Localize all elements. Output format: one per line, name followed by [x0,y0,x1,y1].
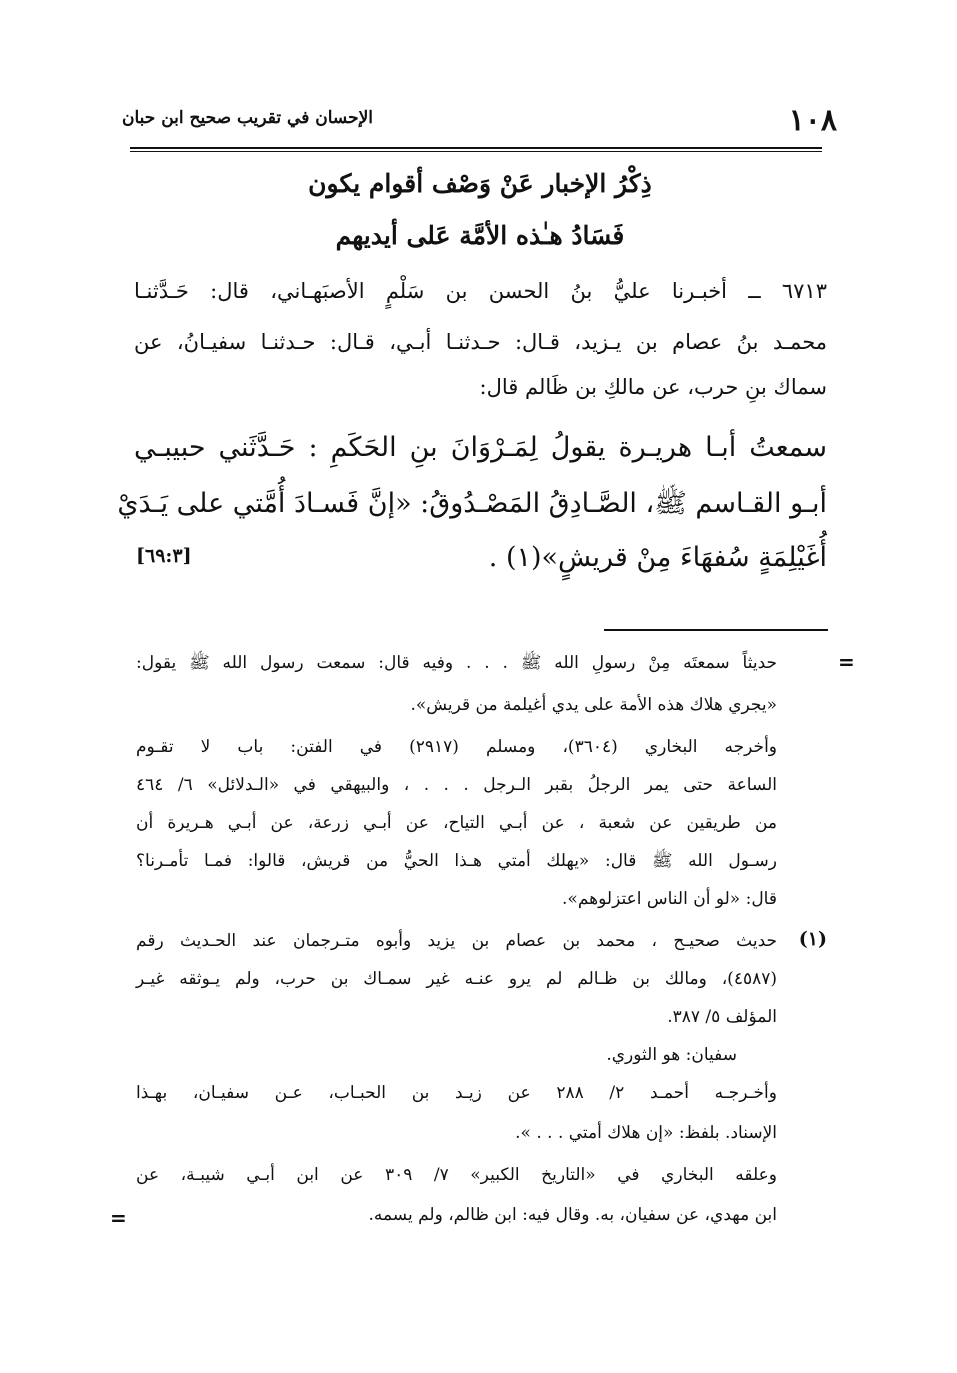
isnad-line-2: محمـد بنُ عصام بن يـزيد، قـال: حـدثنـا أبـي، قـال: حـدثنـا سفيـانُ، عن [134,330,827,354]
footnote-line: قال: «لو أن الناس اعتزلوهم». [562,889,777,909]
footnote-line: وعلقه البخاري في «التاريخ الكبير» ٧/ ٣٠٩ عن ابن أبـي شيبـة، عن [136,1165,777,1185]
footnote-line: (٤٥٨٧)، ومالك بن ظـالم لم يرو عنـه غير سمـاك بن حرب، ولم يـوثقه غيـر [136,969,777,989]
footnote-line: وأخـرجـه أحمـد ٢/ ٢٨٨ عن زيـد بن الحبـاب، عـن سفيـان، بهـذا [136,1083,777,1103]
isnad-line-3: سماك بنِ حرب، عن مالكِ بن ظَالم قال: [479,375,827,399]
footnote-line: من طريقين عن شعبة ، عن أبـي التياح، عن أبـي زرعة، عن أبـي هـريرة أن [136,813,777,833]
continuation-mark: = [838,650,855,674]
footnote-line: المؤلف ٥/ ٣٨٧. [667,1007,777,1027]
matn-line-3: أُغَيْلِمَةٍ سُفهَاءَ مِنْ قريشٍ»(١) . [488,542,827,573]
isnad-line-1: ٦٧١٣ ــ أخبـرنا عليُّ بنُ الحسن بن سَلْمٍ الأصبَهـاني، قال: حَـدَّثنـا [134,279,827,303]
footnote-line: الإسناد. بلفظ: «إن هلاك أمتي . . . ». [515,1123,777,1143]
footnote-rule [604,629,828,631]
footnote-line: الساعة حتى يمر الرجلُ بقبر الـرجل . . . ، والبيهقي في «الـدلائل» ٦/ ٤٦٤ [136,775,777,795]
matn-line-2: أبـو القـاسم ﷺ، الصَّـادِقُ المَصْـدُوقُ: «إنَّ فَسـادَ أُمَّتي على يَـدَيْ [117,488,827,519]
footnote-line: وأخرجه البخاري (٣٦٠٤)، ومسلم (٢٩١٧) في الفتن: باب لا تقـوم [136,737,778,757]
footnote-line: سفيان: هو الثوري. [606,1045,737,1065]
hadith-reference: [٦٩:٣] [136,545,192,567]
chapter-title-line-2: فَسَادُ هـٰذه الأمَّة عَلى أيديهم [335,221,625,250]
footnote-line: رسـول الله ﷺ قال: «يهلك أمتي هـذا الحيُّ من قريش، قالوا: فمـا تأمـرنا؟ [136,851,777,871]
footnote-line: ابن مهدي، عن سفيان، به. وقال فيه: ابن ظالم، ولم يسمه. [368,1205,777,1225]
chapter-title-line-1: ذِكْرُ الإخبار عَنْ وَصْف أقوام يكون [308,169,652,198]
footnote-line: حديث صحيـح ، محمد بن عصام بن يزيد وأبوه متـرجمان عند الحـديث رقم [136,931,777,951]
footnote-line: حديثاً سمعتَه مِنْ رسولِ الله ﷺ . . . وفيه قال: سمعت رسول الله ﷺ يقول: [136,653,777,673]
footnote-number: (١) [798,928,827,950]
header-rule [130,147,822,152]
page-number: ١٠٨ [788,103,837,138]
running-header-title: الإحسان في تقريب صحيح ابن حبان [122,108,373,128]
end-continuation-mark: = [110,1206,127,1230]
footnote-line: «يجري هلاك هذه الأمة على يدي أغيلمة من قريش». [410,695,777,715]
matn-line-1: سمعتُ أبـا هريـرة يقولُ لِمَـرْوَانَ بنِ الحَكَمِ : حَـدَّثَني حبيبـي [134,432,827,463]
